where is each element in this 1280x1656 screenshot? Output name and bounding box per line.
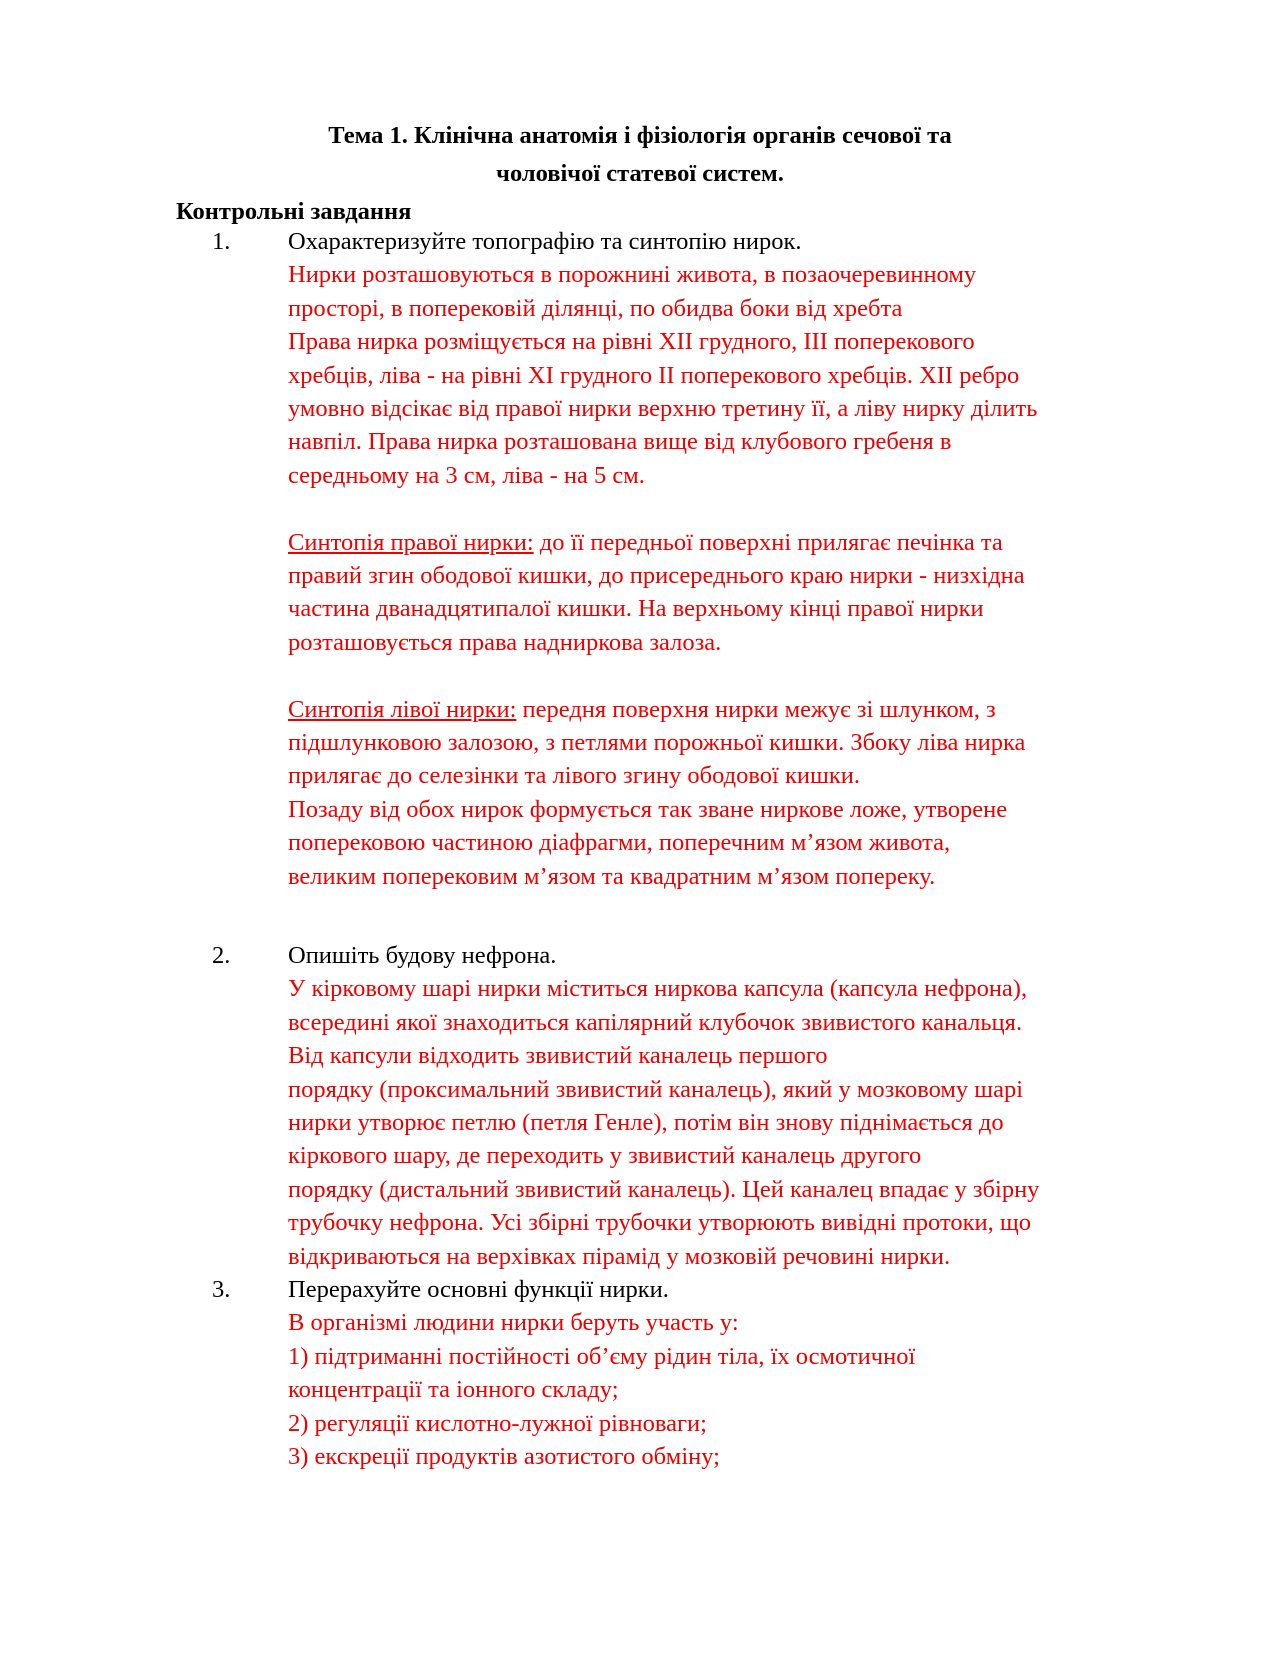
answer-line: порядку (дистальний звивистий каналець). Цей каналец впадає у збірну (288, 1175, 1040, 1203)
answer-line: середньому на 3 см, ліва - на 5 см. (288, 461, 645, 489)
question-2-body (288, 939, 1188, 1273)
answer-line: умовно відсікає від правої нирки верхню третину її, а ліву нирку ділить (288, 395, 1038, 423)
answer-line: 2) регуляції кислотно-лужної рівноваги; (288, 1409, 707, 1437)
blank-line (288, 492, 1188, 525)
answer-line: Позаду від обох нирок формується так зване ниркове ложе, утворене (288, 795, 1008, 823)
question-3-body (288, 1273, 1188, 1473)
question-text: Перерахуйте основні функції нирки. (288, 1276, 669, 1303)
answer-line: відкриваються на верхівках пірамід у мозковій речовині нирки. (288, 1242, 951, 1270)
answer-line: У кірковому шарі нирки міститься ниркова капсула (капсула нефрона), (288, 975, 1028, 1003)
answer-line: нирки утворює петлю (петля Генле), потім він знову піднімається до (288, 1109, 1004, 1137)
answer-line: великим поперековим м’язом та квадратним м’язом попереку. (288, 862, 936, 890)
answer-line: В організмі людини нирки беруть участь у: (288, 1309, 739, 1337)
answer-line: підшлунковою залозою, з петлями порожньої кишки. Збоку ліва нирка (288, 729, 1026, 757)
answer-line: 3) екскреції продуктів азотистого обміну; (288, 1443, 720, 1471)
answer-line: трубочку нефрона. Усі збірні трубочки утворюють вивідні протоки, що (288, 1209, 1031, 1237)
answer-line: порядку (проксимальний звивистий каналець), який у мозковому шарі (288, 1075, 1024, 1103)
answer-1-left-syntopy (288, 693, 1188, 893)
answer-line: Права нирка розміщується на рівні XII грудного, III поперекового (288, 328, 975, 356)
answer-line: концентрації та іонного складу; (288, 1376, 619, 1404)
answer-line: всередині якої знаходиться капілярний клубочок звивистого канальця. (288, 1008, 1023, 1036)
answer-line: навпіл. Права нирка розташована вище від клубового гребеня в (288, 428, 952, 456)
answer-line (288, 693, 1188, 726)
answer-line: хребців, ліва - на рівні XI грудного II поперекового хребців. XII ребро (288, 361, 1020, 389)
list-number: 3. (212, 1276, 231, 1303)
title-line-1: Тема 1. Клінічна анатомія і фізіологія органів сечової та (328, 122, 952, 149)
list-number: 2. (212, 942, 231, 969)
answer-3 (288, 1306, 1188, 1473)
answer-1-part-a (288, 258, 1188, 492)
answer-line: 1) підтриманні постійності об’єму рідин тіла, їх осмотичної (288, 1342, 916, 1370)
answer-line: прилягає до селезінки та лівого згину ободової кишки. (288, 762, 860, 790)
page-title (0, 117, 1280, 193)
left-syntopy-label: Синтопія лівої нирки: (288, 695, 517, 723)
answer-line: просторі, в поперековій ділянці, по обидва боки від хребта (288, 294, 903, 322)
answer-line: Від капсули відходить звивистий каналець першого (288, 1042, 828, 1070)
answer-2 (288, 972, 1188, 1273)
answer-1-right-syntopy (288, 526, 1188, 660)
answer-line: розташовується права надниркова залоза. (288, 628, 722, 656)
list-number: 1. (212, 228, 231, 255)
answer-line: частина дванадцятипалої кишки. На верхньому кінці правої нирки (288, 595, 984, 623)
question-1-body (288, 225, 1188, 893)
answer-line: поперековою частиною діафрагми, поперечним м’язом живота, (288, 829, 951, 857)
answer-text: до її передньої поверхні прилягає печінка та (533, 528, 1003, 556)
title-line-2: чоловічої статевої систем. (496, 160, 784, 187)
section-heading: Контрольні завдання (176, 198, 412, 225)
blank-line (288, 659, 1188, 692)
answer-line (288, 526, 1188, 559)
right-syntopy-label: Синтопія правої нирки: (288, 528, 534, 556)
answer-line: правий згин ободової кишки, до присереднього краю нирки - низхідна (288, 562, 1025, 590)
answer-text: передня поверхня нирки межує зі шлунком, з (516, 695, 996, 723)
question-text: Охарактеризуйте топографію та синтопію нирок. (288, 228, 802, 255)
answer-line: Нирки розташовуються в порожнині живота, в позаочеревинному (288, 261, 977, 289)
question-text: Опишіть будову нефрона. (288, 942, 557, 969)
answer-line: кіркового шару, де переходить у звивистий каналець другого (288, 1142, 922, 1170)
